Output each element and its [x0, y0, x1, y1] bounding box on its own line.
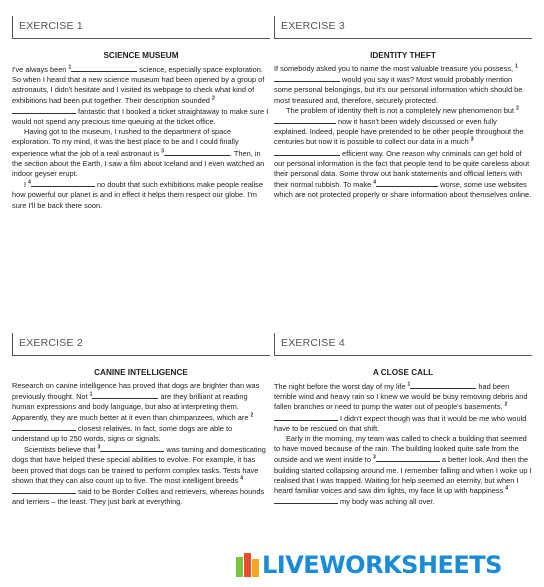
- gap-1-input[interactable]: [71, 64, 137, 72]
- watermark-text: LIVEWORKSHEETS: [262, 551, 502, 579]
- gap-number: 2: [211, 95, 215, 102]
- gap-number: 3: [470, 136, 474, 143]
- gap-4-input[interactable]: [31, 179, 95, 187]
- gap-3-input[interactable]: [164, 148, 230, 156]
- paragraph: Having got to the museum, I rushed to the department of space exploration. To my mind, it was the best place to be and I could finally experience what the job of a real astronaut is $^3$ . Then, in the section about the Earth, I saw a film about Iceland and I even watched an indoor geyser erupt.: [12, 127, 265, 179]
- gap-number: 1: [89, 391, 93, 398]
- exercise-label: EXERCISE 4: [281, 337, 345, 349]
- gap-number: 4: [28, 179, 31, 186]
- exercise-2-header: [12, 333, 270, 356]
- gap-4-input[interactable]: [274, 496, 338, 504]
- gap-number: 1: [515, 63, 518, 70]
- exercise-title: SCIENCE MUSEUM: [103, 51, 179, 60]
- exercise-3: [274, 16, 532, 201]
- paragraph: I've always been $^1$ science, especially space exploration. So when I heard that a new science museum had been opened by a group of astronauts, I didn't hesitate and I visited its webpage to check what kind of exhibitions had been put together. Their description sounded $^2$ fantastic that I booked a ticket straightaway to make sure I would not spend any precious time queuing at the ticket office.: [12, 64, 269, 127]
- exercise-1-header: [12, 16, 270, 39]
- gap-number: 1: [407, 381, 411, 388]
- paragraph: Scientists believe that $^3$ was taming and domesticating dogs that have helped these special abilities to evolve. For example, it has been proved that dogs can be trained to perform complex tasks. Tests have shown that they can also count up to five. The most intelligent breeds $^4$ said to be Border Collies and retrievers, whereas hounds and terriers – the least. They just bark at everything.: [12, 444, 266, 507]
- gap-2-input[interactable]: [274, 413, 338, 421]
- paragraph: If somebody asked you to name the most valuable treasure you possess, $^1$ would you say it was? Most would probably mention some personal belongings, but it's our personal information which should be most treasured and, therefore, securely protected.: [274, 63, 523, 105]
- gap-3-input[interactable]: [97, 444, 164, 452]
- gap-number: 4: [240, 475, 244, 482]
- exercise-1-text: [12, 64, 270, 211]
- exercise-title: CANINE INTELLIGENCE: [94, 368, 188, 377]
- gap-3-input[interactable]: [376, 454, 440, 462]
- gap-4-input[interactable]: [376, 179, 438, 187]
- paragraph: Research on canine intelligence has proved that dogs are brighter than was previously thought. Not $^1$ are they brilliant at reading human expressions and body language, but also at interpreting them. Apparently, they are much better at it even than chimpanzees, which are $^2$ closest relatives. In fact, some dogs are able to understand up to 250 words, signs or signals.: [12, 381, 260, 444]
- exercise-title: IDENTITY THEFT: [370, 51, 436, 60]
- liveworksheets-logo: [236, 546, 502, 584]
- paragraph: The problem of identity theft is not a completely new phenomenon but $^2$ now it hasn't been widely discussed or even fully explained. Indeed, people have pretended to be other people throughout the centuries but now it is possible to collect our data in a much $^3$ efficient way. One reason why criminals can get hold of our personal information is the fact that people tend to be quite careless about their personal data. Some throw out bank statements and official letters with their normal rubbish. To make $^4$ worse, some use websites which are not protected properly or share information about themselves online.: [274, 105, 532, 200]
- exercise-2: [12, 333, 270, 507]
- gap-4-input[interactable]: [12, 486, 76, 494]
- exercise-4-text: [274, 381, 532, 507]
- exercise-1: [12, 16, 270, 211]
- gap-number: 4: [505, 485, 509, 492]
- gap-2-input[interactable]: [274, 116, 336, 124]
- exercise-4: [274, 333, 532, 507]
- gap-1-input[interactable]: [407, 381, 476, 389]
- gap-number: 3: [373, 454, 376, 461]
- exercise-title: A CLOSE CALL: [372, 368, 434, 377]
- paragraph: Early in the morning, my team was called to check a building that seemed to have moved because of the rain. The building looked quite safe from the outside and we went inside to $^3$ a better look. And then the building started collapsing around me. I remember falling and when I woke up I realised that I was trapped. Waiting for help seemed an eternity, but when I heard familiar voices and saw dim lights, my face lit up with happiness $^4$ my body was aching all over.: [274, 434, 532, 507]
- gap-number: 2: [504, 401, 508, 408]
- liveworksheets-logo-icon: [236, 551, 260, 579]
- exercise-4-header: [274, 333, 532, 356]
- exercise-3-text: [274, 64, 532, 201]
- exercise-2-text: [12, 381, 270, 507]
- exercise-3-header: [274, 16, 532, 39]
- gap-number: 1: [68, 64, 72, 71]
- gap-3-input[interactable]: [274, 148, 340, 156]
- gap-2-input[interactable]: [12, 106, 76, 114]
- exercise-label: EXERCISE 2: [19, 337, 83, 349]
- gap-number: 4: [373, 179, 377, 186]
- gap-number: 2: [516, 105, 519, 112]
- gap-1-input[interactable]: [89, 391, 158, 399]
- paragraph: The night before the worst day of my life $^1$ had been terrible wind and heavy rain so I knew we would be busy removing debris and fallen branches or need to pump the water out of people's basements. $^2$ I didn't expect though was that it would be me who would have to be rescued on that shift.: [274, 381, 528, 433]
- gap-2-input[interactable]: [12, 423, 76, 431]
- gap-number: 3: [97, 444, 101, 451]
- gap-number: 3: [161, 148, 164, 155]
- gap-number: 2: [250, 412, 254, 419]
- exercise-label: EXERCISE 1: [19, 20, 83, 32]
- exercise-label: EXERCISE 3: [281, 20, 345, 32]
- paragraph: I $^4$ no doubt that such exhibitions make people realise how powerful our planet is and in effect it helps them respect our globe. I'm sure I'll be back there soon.: [12, 179, 263, 210]
- gap-1-input[interactable]: [274, 74, 340, 82]
